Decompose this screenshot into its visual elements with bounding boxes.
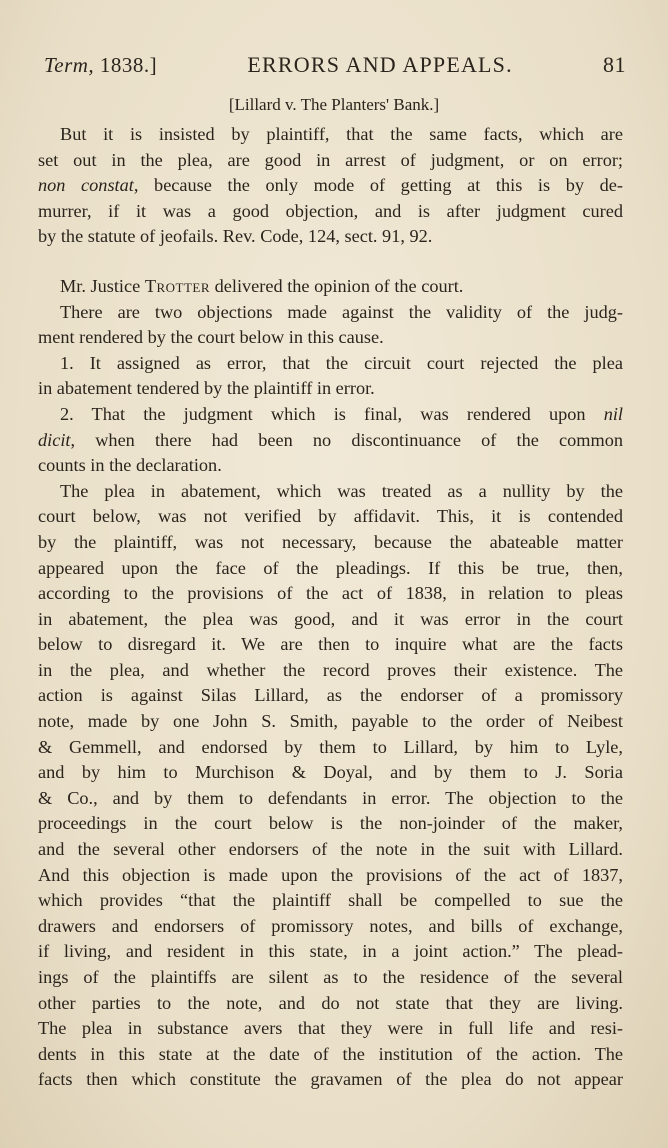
page-number: 81 (603, 52, 626, 77)
text-line: & Co., and by them to defendants in error. The objection to the (38, 787, 623, 808)
text-line: court below, was not verified by affidavit. This, it is contended (38, 506, 623, 527)
text-line: in abatement tendered by the plaintiff in error. (38, 378, 375, 399)
term-word: Term, (44, 53, 95, 77)
text-line: below to disregard it. We are then to inquire what are the facts (38, 634, 623, 655)
text-line: 1. It assigned as error, that the circuit court rejected the plea (60, 352, 623, 373)
text-line: if living, and resident in this state, in a joint action.” The plead- (38, 941, 623, 962)
italic-phrase: nil (603, 403, 623, 424)
text-line: And this objection is made upon the provisions of the act of 1837, (38, 864, 623, 885)
text-line: There are two objections made against the validity of the judg- (60, 301, 623, 322)
text-line: which provides “that the plaintiff shall be compelled to sue the (38, 890, 623, 911)
text-line: ings of the plaintiffs are silent as to the residence of the several (38, 967, 623, 987)
text-line: action is against Silas Lillard, as the endorser of a promissory (38, 685, 623, 706)
term-label (44, 53, 157, 78)
term-year: 1838.] (94, 53, 158, 77)
case-caption: [Lillard v. The Planters' Bank.] (228, 95, 440, 114)
text-line: in the plea, and whether the record proves their existence. The (38, 659, 623, 680)
text-line: The plea in substance avers that they were in full life and resi- (38, 1018, 623, 1039)
text-line: in abatement, the plea was good, and it was error in the court (38, 608, 623, 629)
text-line: drawers and endorsers of promissory notes, and bills of exchange, (38, 915, 623, 936)
text-line: murrer, if it was a good objection, and is after judgment cured (38, 200, 623, 221)
text-line: according to the provisions of the act of 1838, in relation to pleas (38, 583, 623, 604)
text-line: facts then which constitute the gravamen of the plea do not appear (38, 1069, 623, 1090)
section-title: ERRORS AND APPEALS. (247, 52, 513, 77)
text-line: & Gemmell, and endorsed by them to Lillard, by him to Lyle, (38, 736, 623, 757)
text-line: But it is insisted by plaintiff, that the same facts, which are (60, 124, 623, 144)
text-line: appeared upon the face of the pleadings. If this be true, then, (38, 557, 623, 578)
text-line: The plea in abatement, which was treated as a nullity by the (60, 480, 623, 501)
justice-name: Trotter (144, 275, 211, 296)
text-line: Mr. Justice Trotter delivered the opinion of the court. (60, 275, 464, 296)
running-header (44, 52, 626, 78)
text-line: by the statute of jeofails. Rev. Code, 124, sect. 91, 92. (38, 226, 433, 247)
text-line: and the several other endorsers of the note in the suit with Lillard. (38, 839, 623, 860)
text-line: and by him to Murchison & Doyal, and by them to J. Soria (38, 762, 623, 783)
text-line: 2. That the judgment which is final, was rendered upon nil (60, 403, 623, 424)
italic-phrase: non constat (38, 175, 134, 196)
text-line: dicit, when there had been no discontinuance of the common (38, 429, 623, 450)
text-line: counts in the declaration. (38, 455, 222, 476)
italic-phrase: dicit (38, 429, 71, 450)
text-line: non constat, because the only mode of getting at this is by de- (38, 175, 623, 196)
text-line: note, made by one John S. Smith, payable to the order of Neibest (38, 711, 623, 732)
paragraph-gap (38, 250, 623, 274)
text-line: other parties to the note, and do not state that they are living. (38, 992, 623, 1013)
text-line: by the plaintiff, was not necessary, because the abateable matter (38, 531, 623, 552)
text-line: dents in this state at the date of the institution of the action. The (38, 1043, 623, 1064)
text-line: set out in the plea, are good in arrest of judgment, or on error; (38, 149, 623, 170)
text-line: ment rendered by the court below in this cause. (38, 327, 384, 348)
body-text (38, 122, 623, 1093)
text-line: proceedings in the court below is the non-joinder of the maker, (38, 813, 623, 834)
